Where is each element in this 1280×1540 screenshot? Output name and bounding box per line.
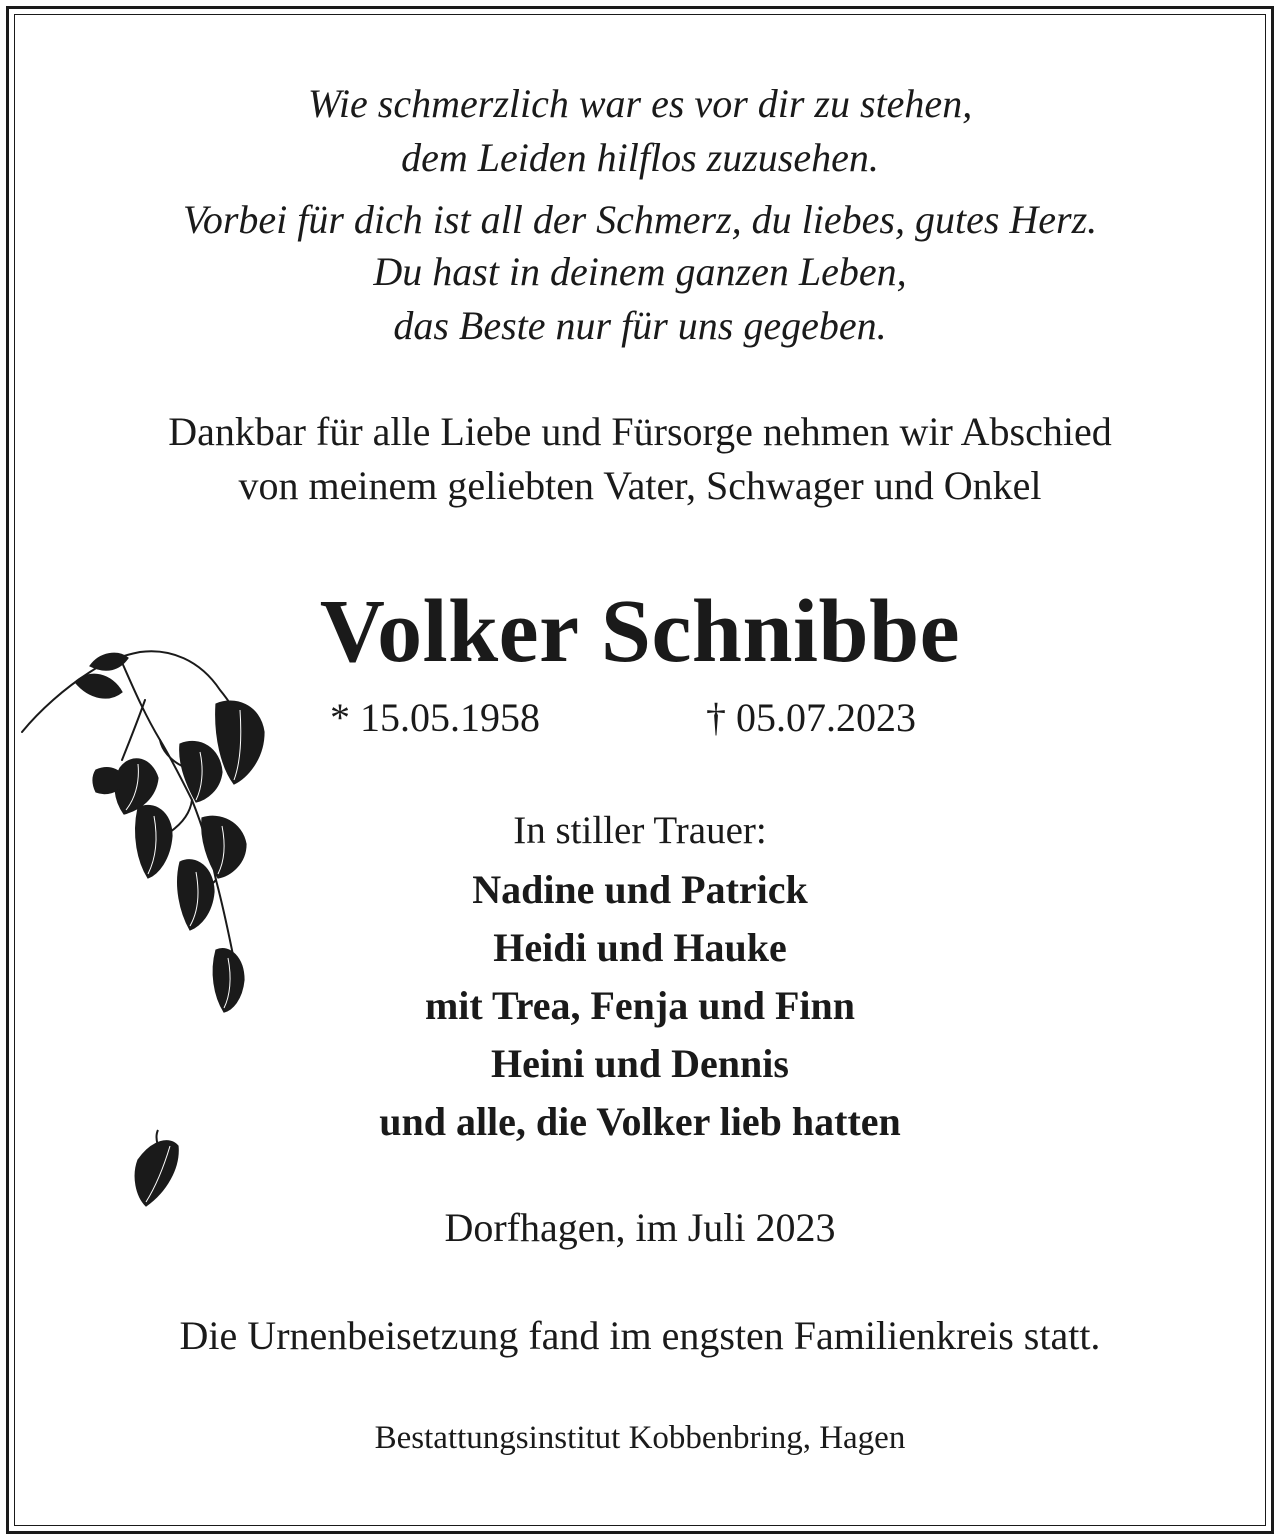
poem-line-1: Wie schmerzlich war es vor dir zu stehen, bbox=[307, 81, 973, 126]
birth-date: * 15.05.1958 bbox=[330, 695, 540, 740]
funeral-home: Bestattungsinstitut Kobbenbring, Hagen bbox=[374, 1420, 906, 1456]
mourning-label: In stiller Trauer: bbox=[513, 809, 767, 852]
intro-line-1: Dankbar für alle Liebe und Fürsorge nehmen wir Abschied bbox=[168, 409, 1112, 454]
death-date: † 05.07.2023 bbox=[706, 695, 916, 740]
place-date: Dorfhagen, im Juli 2023 bbox=[444, 1205, 836, 1250]
poem-line-4: Du hast in deinem ganzen Leben, bbox=[373, 249, 907, 294]
poem-line-2: dem Leiden hilflos zuzusehen. bbox=[401, 135, 879, 180]
deceased-name: Volker Schnibbe bbox=[319, 582, 961, 681]
intro-line-2: von meinem geliebten Vater, Schwager und Onkel bbox=[238, 463, 1042, 508]
burial-note: Die Urnenbeisetzung fand im engsten Familienkreis statt. bbox=[179, 1313, 1101, 1358]
poem-line-3: Vorbei für dich ist all der Schmerz, du liebes, gutes Herz. bbox=[182, 197, 1098, 242]
mourner-line-4: Heini und Dennis bbox=[491, 1041, 789, 1086]
mourner-line-2: Heidi und Hauke bbox=[493, 925, 787, 970]
mourner-line-1: Nadine und Patrick bbox=[472, 867, 808, 912]
mourner-line-3: mit Trea, Fenja und Finn bbox=[424, 983, 856, 1028]
poem-line-5: das Beste nur für uns gegeben. bbox=[393, 303, 887, 348]
mourner-line-5: und alle, die Volker lieb hatten bbox=[379, 1099, 901, 1144]
